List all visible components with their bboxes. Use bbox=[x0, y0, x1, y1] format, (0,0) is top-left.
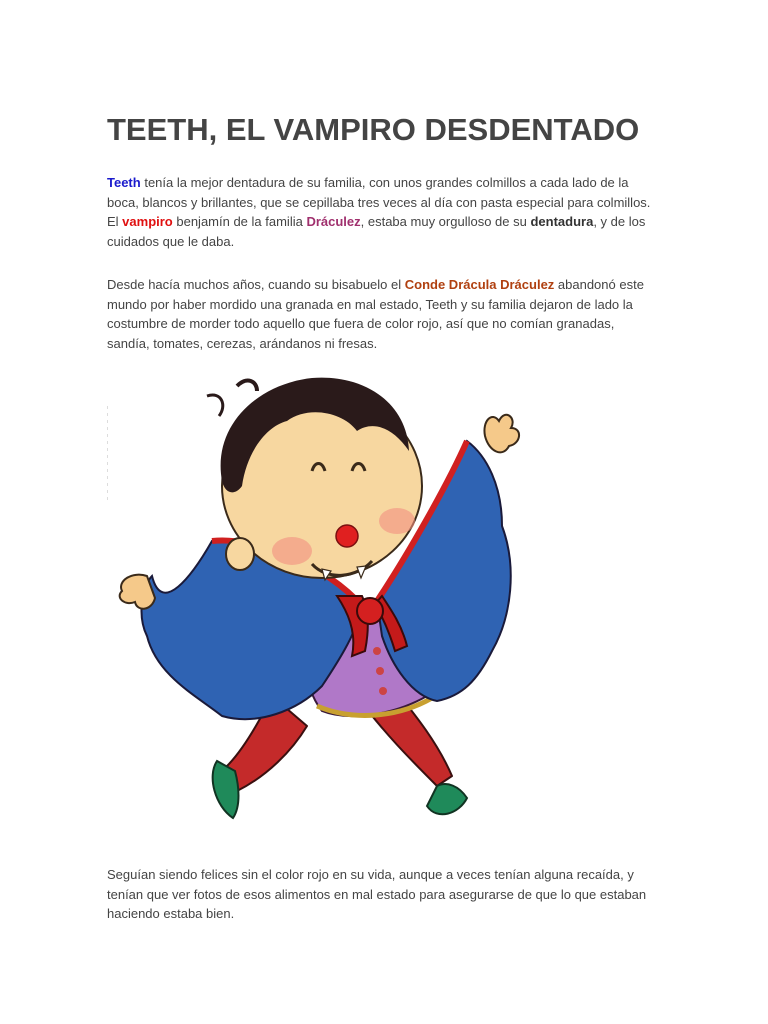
story-title: TEETH, EL VAMPIRO DESDENTADO bbox=[107, 112, 640, 147]
paragraph-1 bbox=[107, 173, 659, 251]
paragraph-1-text-1: tenía la mejor dentadura de su familia, con unos grandes colmillos a cada lado de la boca, blancos y brillantes, que se cepillaba tres veces al día con pasta especial para colmillos. El bbox=[107, 175, 651, 230]
nose bbox=[336, 525, 358, 547]
vampire-illustration bbox=[107, 366, 527, 836]
name-teeth: Teeth bbox=[107, 175, 141, 190]
paragraph-3: Seguían siendo felices sin el color rojo en su vida, aunque a veces tenían alguna recaída, y tenían que ver fotos de esos alimentos en mal estado para asegurarse de que lo que estaban haciendo estaba bien. bbox=[107, 867, 647, 922]
word-dentadura: dentadura bbox=[530, 214, 594, 230]
paragraph-2-text-2: abandonó este mundo por haber mordido una granada en mal estado, Teeth y su familia dejaron de lado la costumbre de morder todo aquello que fuera de color rojo, así que no comían granadas, sandía, tomates, cerezas, arándanos ni fresas. bbox=[107, 277, 644, 351]
paragraph-2-text-1: Desde hacía muchos años, cuando su bisabuelo el bbox=[107, 277, 405, 292]
paragraph-1-text-3: , estaba muy orgulloso de su bbox=[360, 214, 531, 230]
word-vampiro: vampiro bbox=[122, 214, 173, 230]
name-conde-dracula: Conde Drácula Dráculez bbox=[404, 277, 555, 292]
name-draculez: Dráculez bbox=[306, 214, 361, 230]
paragraph-1-text-4: , y de los cuidados que le daba. bbox=[107, 214, 646, 249]
paragraph-1-text-2: benjamín de la familia bbox=[172, 214, 307, 230]
paragraph-2 bbox=[107, 275, 659, 353]
